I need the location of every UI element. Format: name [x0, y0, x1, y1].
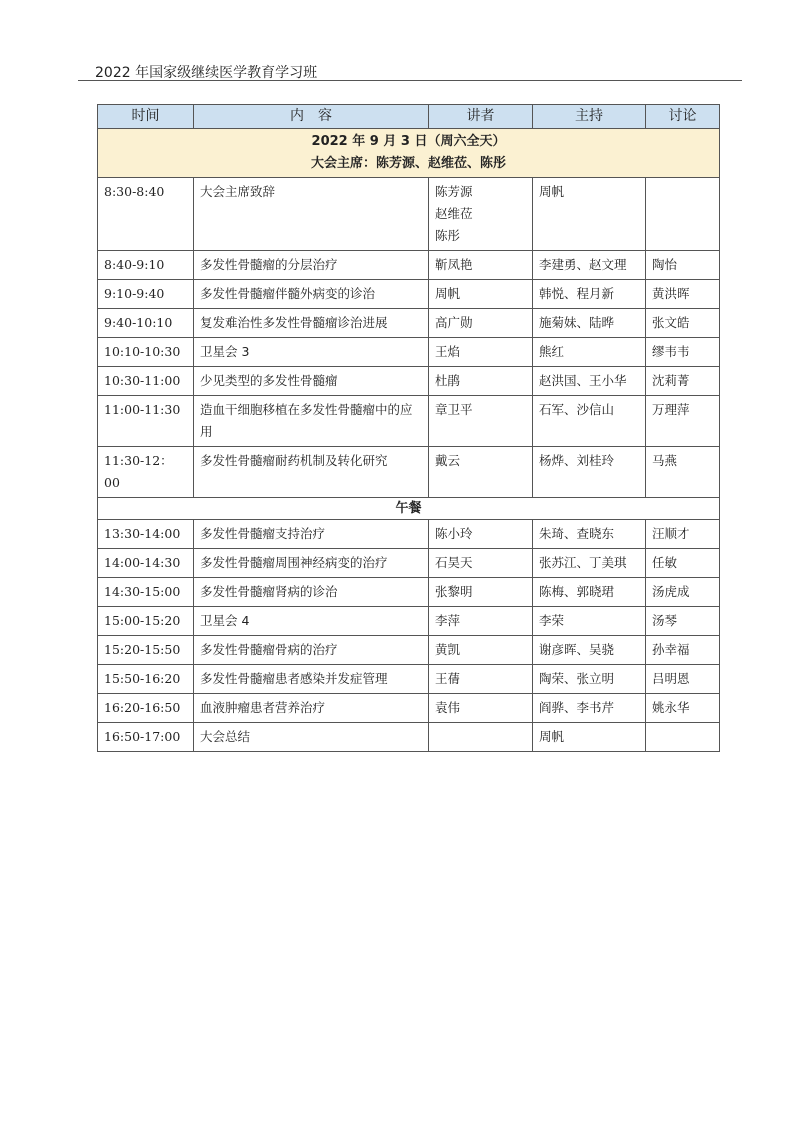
session-time: 8:30-8:40 — [98, 178, 194, 251]
session-discussant: 沈莉菁 — [646, 367, 720, 396]
session-discussant: 陶怡 — [646, 251, 720, 280]
session-discussant: 汤琴 — [646, 607, 720, 636]
session-time: 14:00-14:30 — [98, 549, 194, 578]
session-content: 血液肿瘤患者营养治疗 — [194, 694, 429, 723]
session-host: 朱琦、查晓东 — [533, 520, 646, 549]
day-date: 2022 年 9 月 3 日（周六全天） — [311, 134, 506, 149]
session-host: 韩悦、程月新 — [533, 280, 646, 309]
day-banner-row — [98, 129, 720, 178]
table-row — [98, 607, 720, 636]
session-speaker: 王蒨 — [429, 665, 533, 694]
session-time: 15:20-15:50 — [98, 636, 194, 665]
speaker-line: 陈芳源 — [435, 184, 473, 199]
session-discussant: 万理萍 — [646, 396, 720, 447]
session-time: 11:00-11:30 — [98, 396, 194, 447]
session-discussant — [646, 723, 720, 752]
session-host: 赵洪国、王小华 — [533, 367, 646, 396]
session-speaker: 杜鹃 — [429, 367, 533, 396]
session-discussant: 汪顺才 — [646, 520, 720, 549]
session-host: 谢彦晖、吴骁 — [533, 636, 646, 665]
session-host: 张苏江、丁美琪 — [533, 549, 646, 578]
session-time: 16:20-16:50 — [98, 694, 194, 723]
session-discussant: 缪韦韦 — [646, 338, 720, 367]
session-speaker: 王焰 — [429, 338, 533, 367]
session-speaker: 黄凯 — [429, 636, 533, 665]
session-speaker: 李萍 — [429, 607, 533, 636]
session-discussant: 吕明恩 — [646, 665, 720, 694]
table-row — [98, 520, 720, 549]
session-time: 10:10-10:30 — [98, 338, 194, 367]
table-row — [98, 251, 720, 280]
session-content: 多发性骨髓瘤肾病的诊治 — [194, 578, 429, 607]
column-header-content: 内 容 — [194, 105, 429, 129]
session-speaker — [429, 178, 533, 251]
session-speaker: 石昊天 — [429, 549, 533, 578]
table-row — [98, 578, 720, 607]
table-row — [98, 178, 720, 251]
lunch-label: 午餐 — [98, 498, 720, 520]
session-speaker — [429, 723, 533, 752]
session-time: 14:30-15:00 — [98, 578, 194, 607]
session-content: 造血干细胞移植在多发性骨髓瘤中的应用 — [194, 396, 429, 447]
session-speaker: 陈小玲 — [429, 520, 533, 549]
session-host: 杨烨、刘桂玲 — [533, 447, 646, 498]
session-host: 陈梅、郭晓珺 — [533, 578, 646, 607]
session-speaker: 戴云 — [429, 447, 533, 498]
session-content: 卫星会 3 — [194, 338, 429, 367]
session-discussant — [646, 178, 720, 251]
column-header-discussant: 讨论 — [646, 105, 720, 129]
session-time: 16:50-17:00 — [98, 723, 194, 752]
page-header-title: 2022 年国家级继续医学教育学习班 — [95, 65, 318, 81]
table-row — [98, 665, 720, 694]
session-content: 大会主席致辞 — [194, 178, 429, 251]
session-discussant: 孙幸福 — [646, 636, 720, 665]
session-discussant: 姚永华 — [646, 694, 720, 723]
session-host: 周帆 — [533, 723, 646, 752]
schedule-table — [97, 104, 720, 752]
column-header-time: 时间 — [98, 105, 194, 129]
session-discussant: 黄洪晖 — [646, 280, 720, 309]
session-discussant: 马燕 — [646, 447, 720, 498]
table-row — [98, 694, 720, 723]
table-header-row — [98, 105, 720, 129]
session-time: 11:30-12：00 — [98, 447, 194, 498]
session-content: 大会总结 — [194, 723, 429, 752]
column-header-speaker: 讲者 — [429, 105, 533, 129]
session-time: 13:30-14:00 — [98, 520, 194, 549]
table-row — [98, 367, 720, 396]
table-row — [98, 396, 720, 447]
session-content: 复发难治性多发性骨髓瘤诊治进展 — [194, 309, 429, 338]
day-banner — [98, 129, 720, 178]
speaker-line: 赵维莅 — [435, 206, 473, 221]
table-row — [98, 280, 720, 309]
session-host: 李建勇、赵文理 — [533, 251, 646, 280]
session-speaker: 靳凤艳 — [429, 251, 533, 280]
lunch-row — [98, 498, 720, 520]
table-row — [98, 338, 720, 367]
session-speaker: 袁伟 — [429, 694, 533, 723]
session-discussant: 任敏 — [646, 549, 720, 578]
session-speaker: 章卫平 — [429, 396, 533, 447]
session-time: 9:10-9:40 — [98, 280, 194, 309]
session-host: 周帆 — [533, 178, 646, 251]
session-time: 10:30-11:00 — [98, 367, 194, 396]
session-content: 多发性骨髓瘤周围神经病变的治疗 — [194, 549, 429, 578]
session-speaker: 高广勋 — [429, 309, 533, 338]
session-host: 阎骅、李书芹 — [533, 694, 646, 723]
session-content: 少见类型的多发性骨髓瘤 — [194, 367, 429, 396]
session-host: 陶荣、张立明 — [533, 665, 646, 694]
table-row — [98, 549, 720, 578]
column-header-host: 主持 — [533, 105, 646, 129]
session-time: 8:40-9:10 — [98, 251, 194, 280]
day-chairs: 大会主席：陈芳源、赵维莅、陈彤 — [310, 156, 506, 171]
session-host: 李荣 — [533, 607, 646, 636]
session-content: 多发性骨髓瘤耐药机制及转化研究 — [194, 447, 429, 498]
session-content: 卫星会 4 — [194, 607, 429, 636]
session-time: 15:50-16:20 — [98, 665, 194, 694]
table-row — [98, 636, 720, 665]
session-host: 施菊妹、陆晔 — [533, 309, 646, 338]
header-divider — [78, 80, 742, 81]
session-content: 多发性骨髓瘤骨病的治疗 — [194, 636, 429, 665]
session-content: 多发性骨髓瘤伴髓外病变的诊治 — [194, 280, 429, 309]
table-row — [98, 723, 720, 752]
table-row — [98, 309, 720, 338]
session-host: 熊红 — [533, 338, 646, 367]
session-discussant: 汤虎成 — [646, 578, 720, 607]
session-host: 石军、沙信山 — [533, 396, 646, 447]
speaker-line: 陈彤 — [435, 228, 461, 243]
session-speaker: 张黎明 — [429, 578, 533, 607]
session-discussant: 张文皓 — [646, 309, 720, 338]
table-row — [98, 447, 720, 498]
session-content: 多发性骨髓瘤患者感染并发症管理 — [194, 665, 429, 694]
session-time: 9:40-10:10 — [98, 309, 194, 338]
session-time: 15:00-15:20 — [98, 607, 194, 636]
session-content: 多发性骨髓瘤的分层治疗 — [194, 251, 429, 280]
session-speaker: 周帆 — [429, 280, 533, 309]
session-content: 多发性骨髓瘤支持治疗 — [194, 520, 429, 549]
